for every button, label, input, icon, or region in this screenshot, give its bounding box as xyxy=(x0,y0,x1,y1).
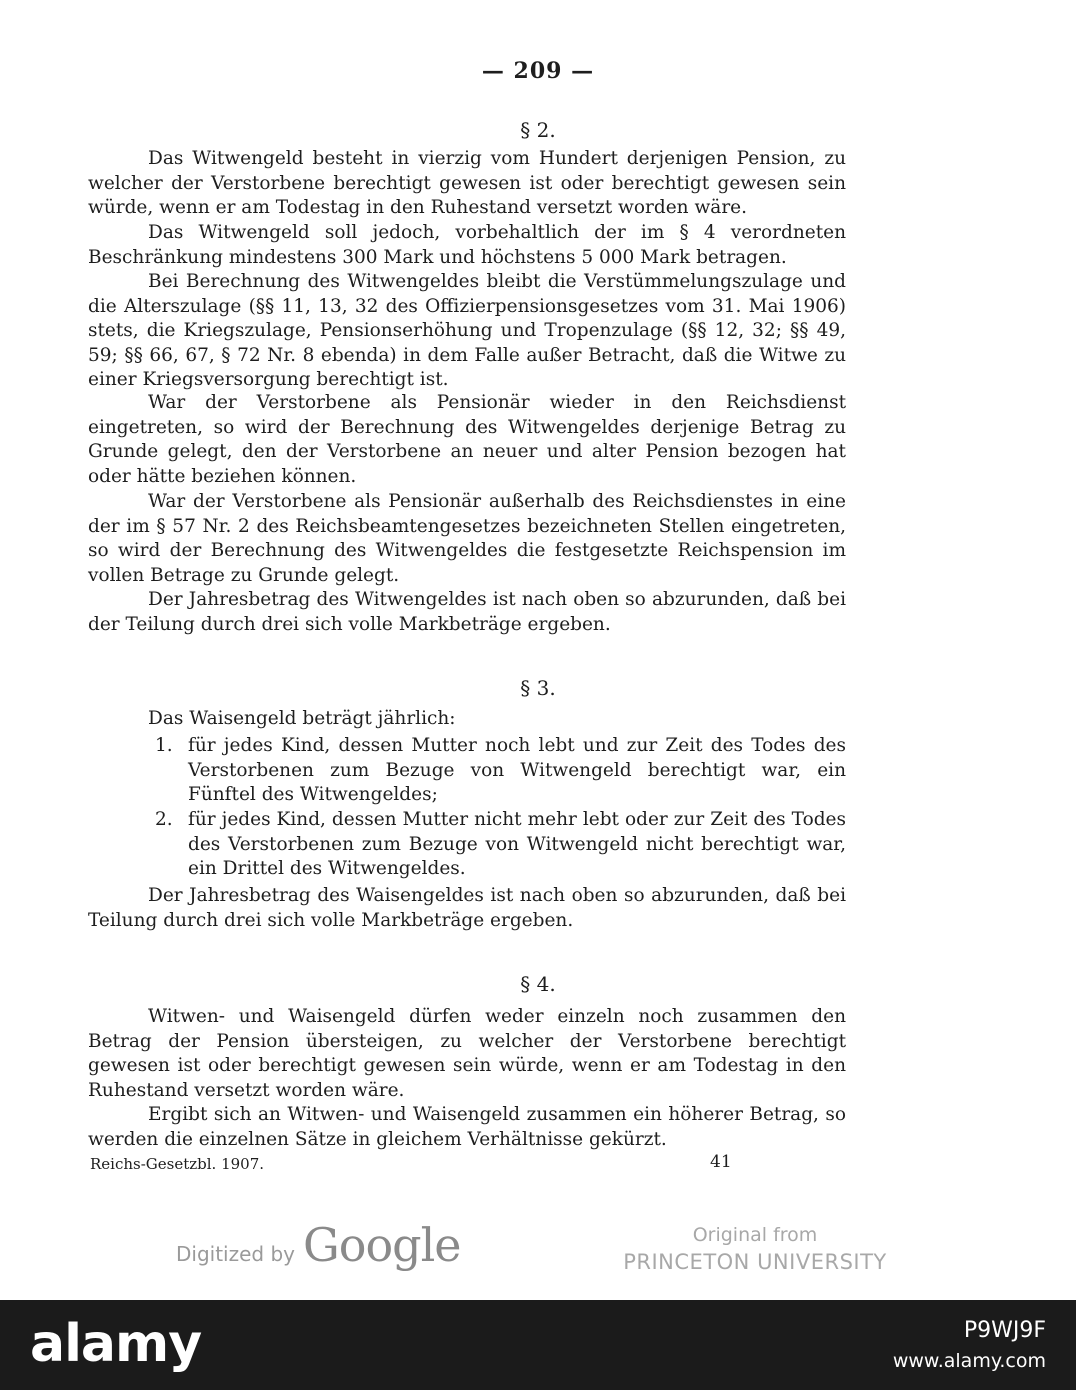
list-item-text: für jedes Kind, dessen Mutter noch lebt und zur Zeit des Todes des Verstorbenen zum Bezuge von Witwengeld berechtigt war, ein Fünftel des Witwengeldes; xyxy=(188,735,846,805)
signature-number: 41 xyxy=(710,1152,732,1172)
paragraph: War der Verstorbene als Pensionär außerhalb des Reichsdienstes in eine der im § 57 Nr. 2 des Reichsbeamtengesetzes bezeichneten Stellen eingetreten, so wird der Berechnung des Witwengeldes die festgesetzte Reichspension im vollen Betrage zu Grunde gelegt. xyxy=(88,491,846,586)
section-heading-4: § 4. xyxy=(520,972,556,996)
alamy-url: www.alamy.com xyxy=(892,1350,1046,1372)
list-item-number: 1. xyxy=(155,735,173,756)
list-item-text: für jedes Kind, dessen Mutter nicht mehr lebt oder zur Zeit des Todes des Verstorbenen zum Bezuge von Witwengeld nicht berechtigt war, ein Drittel des Witwengeldes. xyxy=(188,809,846,879)
paragraph: War der Verstorbene als Pensionär wieder in den Reichsdienst eingetreten, so wird der Berechnung des Witwengeldes derjenige Betrag zu Grunde gelegt, den der Verstorbene an neuer und alter Pension bezogen hat oder hätte beziehen können. xyxy=(88,392,846,487)
list-item-number: 2. xyxy=(155,809,173,830)
paragraph: Der Jahresbetrag des Waisengeldes ist nach oben so abzurunden, daß bei Teilung durch drei sich volle Markbeträge ergeben. xyxy=(88,885,846,931)
page-number: — 209 — xyxy=(481,58,595,84)
paragraph: Das Witwengeld soll jedoch, vorbehaltlich der im § 4 verordneten Beschränkung mindestens 300 Mark und höchstens 5 000 Mark betragen. xyxy=(88,222,846,268)
image-id-block xyxy=(893,1316,1046,1376)
digitized-by-label: Digitized by xyxy=(176,1242,295,1266)
paragraph: Witwen- und Waisengeld dürfen weder einzeln noch zusammen den Betrag der Pension übersteigen, zu welcher der Verstorbene berechtigt gewesen ist oder berechtigt gewesen sein würde, wenn er am Todestag in den Ruhestand versetzt worden wäre. xyxy=(88,1006,846,1101)
gazette-reference: Reichs-Gesetzbl. 1907. xyxy=(90,1155,265,1173)
paragraph: Das Witwengeld besteht in vierzig vom Hundert derjenigen Pension, zu welcher der Verstorbene berechtigt gewesen ist oder berechtigt gewesen sein würde, wenn er am Todestag in den Ruhestand versetzt worden wäre. xyxy=(88,148,846,218)
list-item xyxy=(155,734,846,808)
image-id: P9WJ9F xyxy=(963,1318,1046,1343)
section-heading-2: § 2. xyxy=(520,118,556,142)
paragraph: Der Jahresbetrag des Witwengeldes ist nach oben so abzurunden, daß bei der Teilung durch drei sich volle Markbeträge ergeben. xyxy=(88,589,846,635)
digitized-by-google xyxy=(176,1218,461,1272)
stock-footer-bar xyxy=(0,1300,1076,1390)
original-source xyxy=(615,1222,895,1276)
list-item xyxy=(155,808,846,882)
google-logo: Google xyxy=(303,1218,461,1272)
paragraph: Ergibt sich an Witwen- und Waisengeld zusammen ein höherer Betrag, so werden die einzelnen Sätze in gleichem Verhältnisse gekürzt. xyxy=(88,1104,846,1150)
original-from-label: Original from xyxy=(692,1224,818,1246)
paragraph: Bei Berechnung des Witwengeldes bleibt die Verstümmelungszulage und die Alterszulage (§§ 11, 13, 32 des Offizierpensionsgesetzes vom 31. Mai 1906) stets, die Kriegszulage, Pensionserhöhung und Tropenzulage (§§ 12, 32; §§ 49, 59; §§ 66, 67, § 72 Nr. 8 ebenda) in dem Falle außer Betracht, daß die Witwe zu einer Kriegsversorgung berechtigt ist. xyxy=(88,271,846,390)
list-intro: Das Waisengeld beträgt jährlich: xyxy=(148,708,456,729)
section-heading-3: § 3. xyxy=(520,676,556,700)
alamy-logo: alamy xyxy=(30,1314,202,1374)
princeton-university-label: PRINCETON UNIVERSITY xyxy=(623,1250,887,1274)
